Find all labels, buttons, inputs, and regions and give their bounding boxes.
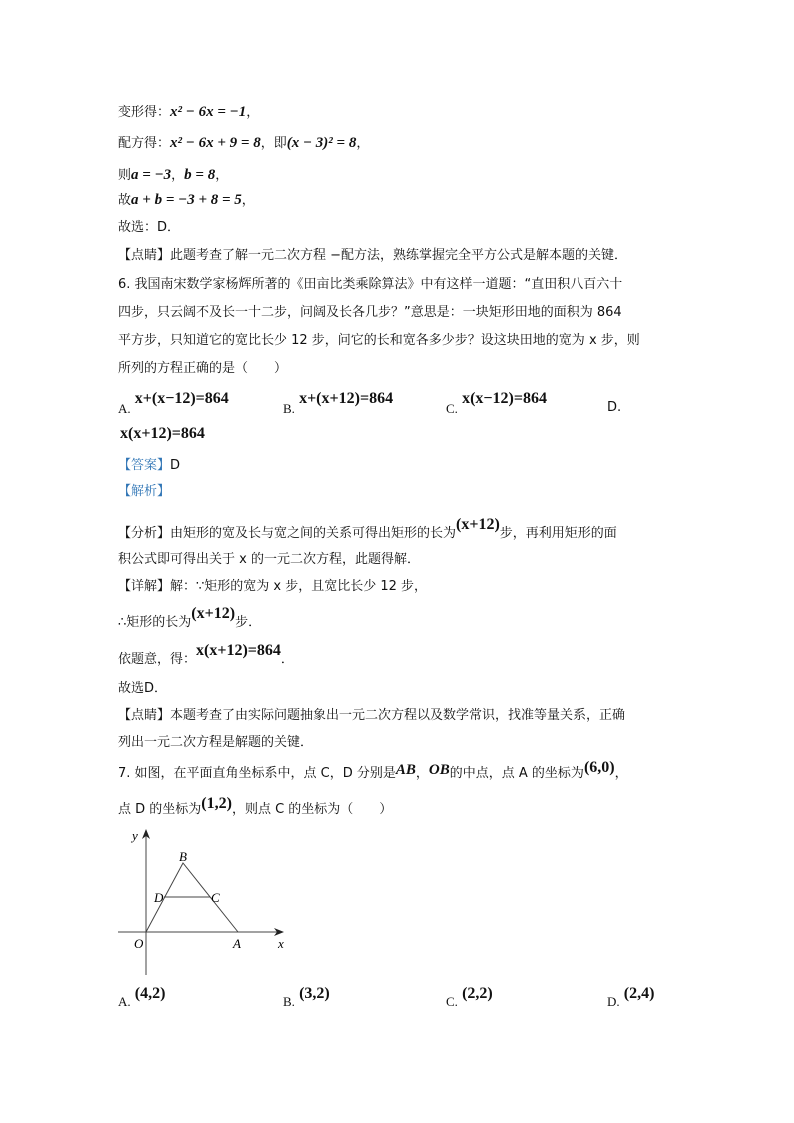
- option-label: C.: [446, 401, 458, 416]
- q6-option-d-math: [120, 425, 205, 443]
- label-x: x: [278, 936, 284, 951]
- q7-stem-line-2: [118, 795, 393, 819]
- q6-stem-line: 平方步，只知道它的宽比长少 12 步，问它的长和宽各多少步？设这块田地的宽为 x 步，则: [118, 333, 640, 348]
- option-label: B.: [283, 994, 295, 1009]
- q6-option-b: [283, 390, 394, 416]
- text: 点 D 的坐标为: [118, 802, 202, 817]
- text: 的中点，点 A 的坐标为: [449, 766, 584, 781]
- text: ，: [356, 136, 370, 151]
- q6-comment-line: 列出一元二次方程是解题的关键．: [118, 735, 314, 750]
- math: (4,2): [134, 985, 166, 1002]
- option-label: C.: [446, 994, 458, 1009]
- q6-option-c: [446, 390, 547, 416]
- fenxi-line-2: 积公式即可得出关于 x 的一元二次方程，此题得解．: [118, 552, 420, 567]
- math: a = −3: [131, 167, 172, 183]
- equation-line: [118, 642, 294, 669]
- math: AB: [395, 762, 416, 778]
- text: 则: [118, 168, 132, 183]
- q6-choice: 故选D．: [118, 681, 168, 696]
- answer-tag: 【答案】: [118, 458, 171, 473]
- text: 依题意，得：: [118, 652, 197, 667]
- label-y: y: [132, 828, 138, 843]
- math: x² − 6x + 9 = 8: [170, 135, 261, 151]
- text: 步．: [235, 615, 262, 630]
- math: (2,2): [462, 985, 493, 1002]
- text: 配方得：: [118, 136, 171, 151]
- math: x(x+12)=864: [120, 425, 205, 442]
- therefore-line: [118, 605, 262, 632]
- math: (x+12): [456, 516, 500, 533]
- text: ，: [241, 193, 255, 208]
- math: x+(x+12)=864: [299, 390, 394, 407]
- text: ，: [246, 105, 260, 120]
- math: (6,0): [583, 759, 615, 776]
- math: x(x−12)=864: [462, 390, 547, 407]
- math: x(x+12)=864: [196, 642, 281, 659]
- coordinate-figure: [110, 825, 300, 980]
- option-label: A.: [118, 994, 131, 1009]
- answer-value: D: [170, 458, 181, 473]
- text: 变形得：: [118, 105, 171, 120]
- label-b: B: [179, 849, 187, 864]
- math: (1,2): [201, 795, 232, 812]
- answer-line: [118, 457, 180, 475]
- q7-stem-line-1: [118, 759, 628, 783]
- option-label: B.: [283, 401, 295, 416]
- text: 【分析】由矩形的宽及长与宽之间的关系可得出矩形的长为: [118, 526, 457, 541]
- q5-line-transform: [118, 103, 259, 122]
- q6-stem-line: 四步，只云阔不及长一十二步，问阔及长各几步？”意思是：一块矩形田地的面积为 864: [118, 305, 622, 320]
- q7-option-c: [446, 985, 493, 1009]
- text: ，即: [260, 136, 287, 151]
- q6-option-d-label: D.: [607, 400, 622, 415]
- math: x+(x−12)=864: [134, 390, 229, 407]
- label-a: A: [233, 936, 241, 951]
- math: (2,4): [623, 985, 655, 1002]
- xiangjie-line: 【详解】解：∵矩形的宽为 x 步，且宽比长少 12 步，: [118, 579, 428, 594]
- q6-comment-line: 【点睛】本题考查了由实际问题抽象出一元二次方程以及数学常识，找准等量关系，正确: [118, 708, 626, 723]
- math: a + b = −3 + 8 = 5: [131, 192, 242, 208]
- math: (3,2): [299, 985, 330, 1002]
- text: 步，再利用矩形的面: [499, 526, 617, 541]
- text: ，则点 C 的坐标为（ ）: [231, 802, 393, 817]
- text: 故: [118, 193, 132, 208]
- q6-stem-line: 所列的方程正确的是（ ）: [118, 361, 288, 376]
- option-label: D.: [607, 994, 620, 1009]
- q7-option-a: [118, 985, 166, 1009]
- q5-comment: 【点睛】此题考查了解一元二次方程 −配方法，熟练掌握完全平方公式是解本题的关键．: [118, 248, 628, 263]
- math: b = 8: [184, 167, 216, 183]
- q6-option-a: [118, 390, 229, 416]
- q7-option-b: [283, 985, 330, 1009]
- analysis-tag: 【解析】: [118, 484, 171, 499]
- q7-option-d: [607, 985, 655, 1009]
- text: ，: [415, 766, 429, 781]
- label-d: D: [154, 890, 164, 905]
- text: ，: [171, 168, 185, 183]
- math: x² − 6x = −1: [170, 104, 247, 120]
- label-c: C: [211, 890, 220, 905]
- text: ，: [215, 168, 229, 183]
- q5-choice: 故选：D．: [118, 220, 181, 235]
- label-o: O: [134, 936, 144, 951]
- math: OB: [428, 762, 450, 778]
- option-label: A.: [118, 401, 131, 416]
- math: (x+12): [191, 605, 236, 622]
- q6-stem-line: 6. 我国南宋数学家杨辉所著的《田亩比类乘除算法》中有这样一道题：“直田积八百六十: [118, 277, 623, 292]
- text: ，: [614, 766, 628, 781]
- fenxi-line-1: [118, 516, 617, 543]
- math: (x − 3)² = 8: [286, 135, 357, 151]
- q5-line-values: [118, 166, 228, 185]
- text: ∴矩形的长为: [118, 615, 192, 630]
- q5-line-complete-square: [118, 134, 369, 153]
- text: 7. 如图，在平面直角坐标系中，点 C，D 分别是: [118, 766, 396, 781]
- text: ．: [280, 652, 294, 667]
- q5-line-sum: [118, 191, 255, 210]
